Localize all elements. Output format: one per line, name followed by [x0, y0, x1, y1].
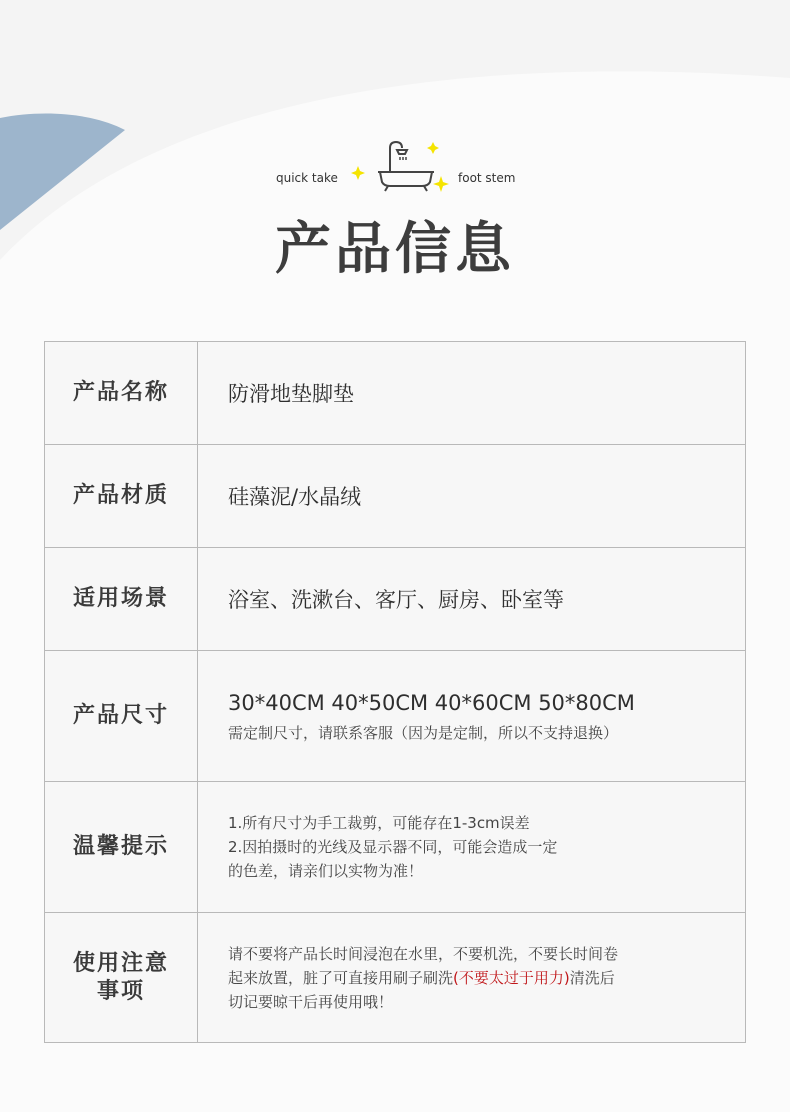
- row-label-line: 使用注意: [72, 950, 169, 976]
- row-label: 产品尺寸: [45, 651, 198, 782]
- row-value: 硅藻泥/水晶绒: [198, 445, 746, 548]
- table-row: [45, 342, 746, 445]
- row-value: 防滑地垫脚垫: [198, 342, 746, 445]
- care-warning: (不要太过于用力): [453, 968, 570, 987]
- table-row: [45, 445, 746, 548]
- care-line: 请不要将产品长时间浸泡在水里，不要机洗，不要长时间卷: [228, 944, 619, 963]
- page-title: 产品信息: [275, 217, 515, 282]
- row-label: 温馨提示: [45, 782, 198, 913]
- table-row: [45, 651, 746, 782]
- row-label: 适用场景: [45, 548, 198, 651]
- row-label: 产品材质: [45, 445, 198, 548]
- sparkle-icon: [427, 142, 439, 154]
- row-label-line: 事项: [96, 978, 145, 1004]
- tip-line: 的色差，请亲们以实物为准！: [228, 862, 424, 880]
- tip-line: 2.因拍摄时的光线及显示器不同，可能会造成一定: [228, 838, 558, 856]
- custom-size-note: 需定制尺寸，请联系客服（因为是定制，所以不支持退换）: [228, 724, 619, 742]
- care-text: 起来放置，脏了可直接用刷子刷洗: [228, 968, 454, 987]
- size-options: 30*40CM 40*50CM 40*60CM 50*80CM: [228, 691, 635, 715]
- sparkle-icon: [351, 166, 365, 180]
- care-text: 清洗后: [569, 968, 615, 987]
- row-label: [45, 913, 198, 1043]
- tip-line: 1.所有尺寸为手工裁剪，可能存在1-3cm误差: [228, 814, 530, 832]
- quick-take-label: quick take: [276, 171, 338, 185]
- product-info-table: [44, 341, 746, 1043]
- table-row: [45, 548, 746, 651]
- row-label: 产品名称: [45, 342, 198, 445]
- table-row: [45, 782, 746, 913]
- care-line: [228, 966, 744, 990]
- table-row: [45, 913, 746, 1043]
- sparkle-icon: [433, 176, 449, 192]
- row-value: 浴室、洗漱台、客厅、厨房、卧室等: [198, 548, 746, 651]
- bathtub-icon: [344, 136, 456, 198]
- care-line: 切记要晾干后再使用哦！: [228, 992, 394, 1011]
- foot-stem-label: foot stem: [458, 171, 516, 185]
